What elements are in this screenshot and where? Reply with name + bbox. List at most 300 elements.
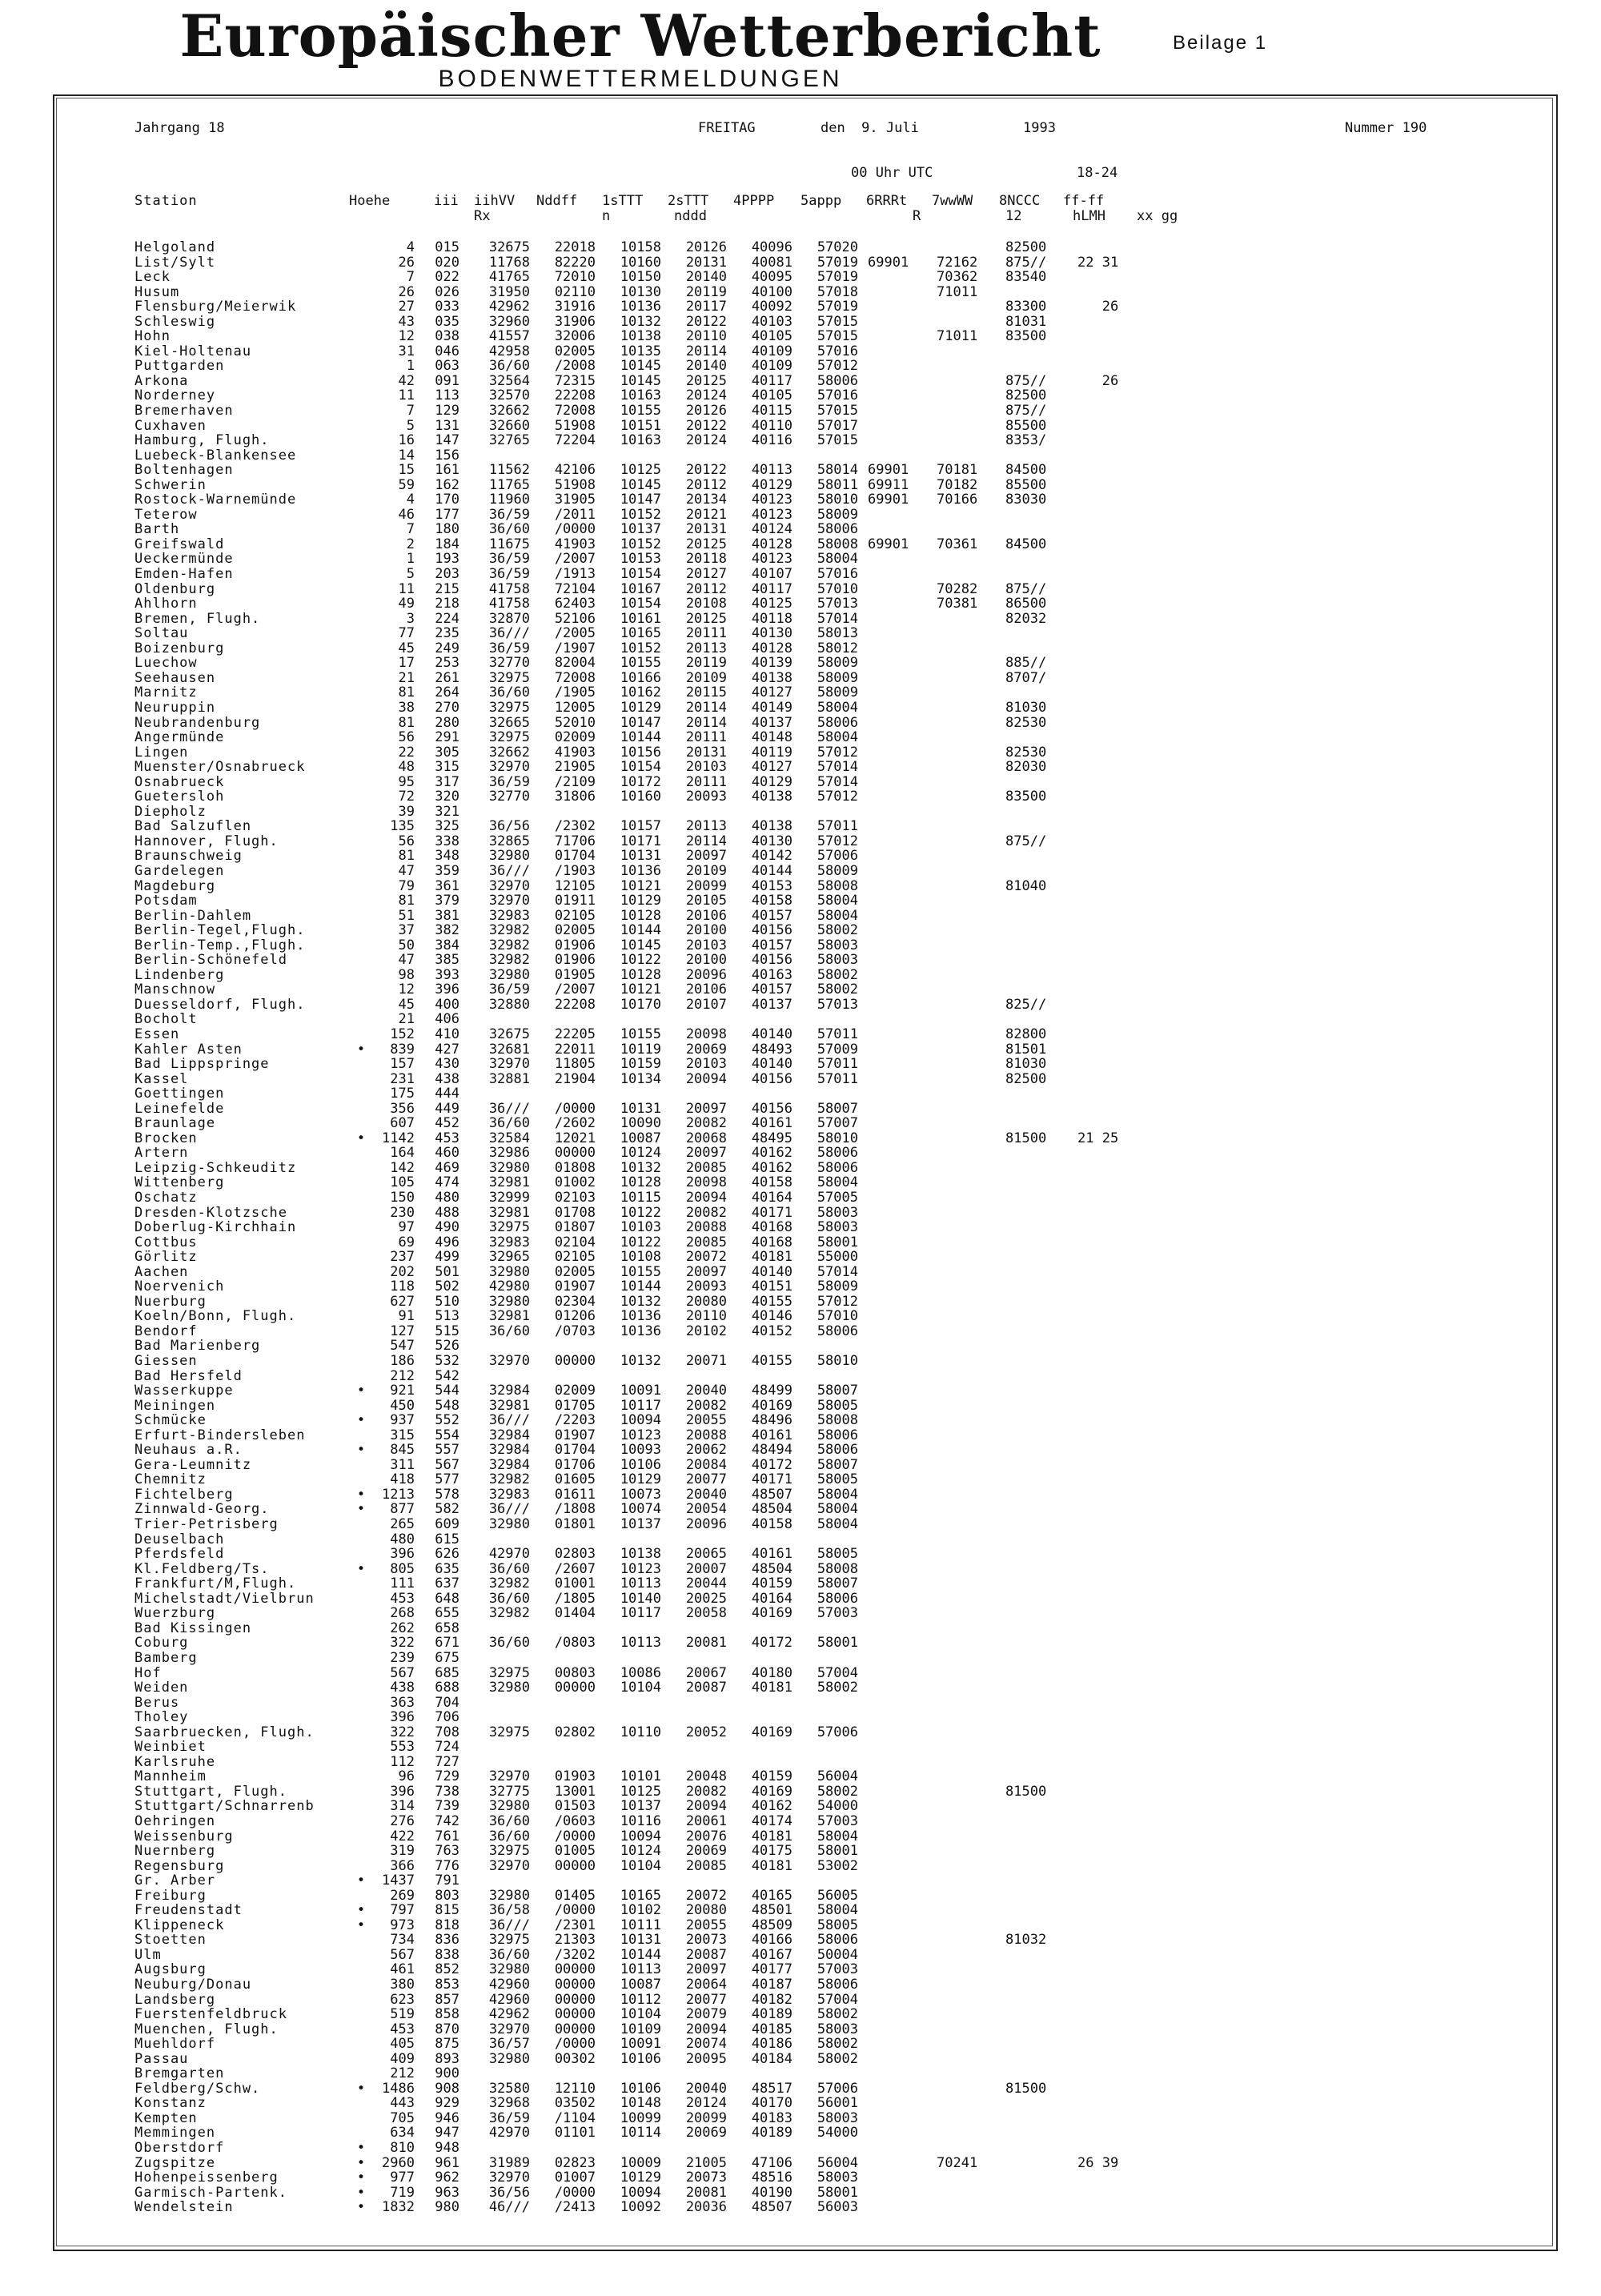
station-index: 444 bbox=[435, 1086, 459, 1102]
group-2sttt: 20124 bbox=[685, 2095, 727, 2112]
group-ffff bbox=[1077, 997, 1142, 1013]
group-2sttt: 20007 bbox=[685, 1560, 727, 1577]
group-iihvv: 32981 bbox=[488, 1174, 530, 1191]
group-2sttt: 20069 bbox=[685, 2125, 727, 2141]
mountain-marker: • bbox=[356, 2170, 366, 2186]
station-name: Passau bbox=[134, 2050, 189, 2067]
group-8nccc bbox=[1005, 2141, 1077, 2156]
station-index: 724 bbox=[435, 1739, 459, 1756]
group-7wwww bbox=[937, 1502, 1005, 1517]
group-6rrrt bbox=[858, 1116, 937, 1131]
station-height: 97 bbox=[398, 1219, 415, 1236]
station-index: 980 bbox=[435, 2199, 459, 2216]
station-height: 164 bbox=[390, 1145, 415, 1162]
group-1sttt: 10145 bbox=[620, 372, 661, 389]
station-index: 738 bbox=[435, 1783, 459, 1800]
group-2sttt: 20088 bbox=[685, 1427, 727, 1443]
group-6rrrt bbox=[858, 1814, 937, 1829]
group-4pppp: 48499 bbox=[751, 1383, 792, 1399]
group-8nccc bbox=[1005, 1265, 1077, 1280]
group-6rrrt bbox=[858, 953, 937, 968]
station-name: Boizenburg bbox=[134, 640, 225, 656]
group-8nccc bbox=[1005, 1399, 1077, 1414]
group-1sttt: 10144 bbox=[620, 1278, 661, 1295]
group-4pppp: 40118 bbox=[751, 610, 792, 627]
station-name: List/Sylt bbox=[134, 254, 216, 271]
group-6rrrt bbox=[858, 596, 937, 612]
group-5appp: 58004 bbox=[817, 1501, 858, 1518]
station-name: Augsburg bbox=[134, 1961, 207, 1978]
group-nddff: 41903 bbox=[554, 536, 596, 552]
group-5appp bbox=[792, 1651, 858, 1666]
group-ffff: 22 31 bbox=[1077, 254, 1119, 271]
group-nddff bbox=[530, 2141, 596, 2156]
station-name: Zinnwald-Georg. bbox=[134, 1501, 270, 1518]
group-8nccc bbox=[1005, 1116, 1077, 1131]
station-index: 578 bbox=[435, 1486, 459, 1503]
group-1sttt: 10132 bbox=[620, 1159, 661, 1176]
station-index: 615 bbox=[435, 1531, 459, 1547]
station-height: 112 bbox=[390, 1753, 415, 1770]
group-7wwww bbox=[937, 2200, 1005, 2215]
group-4pppp: 40138 bbox=[751, 818, 792, 835]
station-name: Seehausen bbox=[134, 669, 216, 686]
mountain-marker bbox=[349, 1829, 373, 1844]
group-iihvv: 36/60 bbox=[488, 1560, 530, 1577]
group-4pppp: 40105 bbox=[751, 387, 792, 404]
table-row bbox=[134, 1502, 1142, 1517]
group-5appp: 57015 bbox=[817, 328, 858, 345]
station-height: 15 bbox=[398, 462, 415, 479]
station-height: 81 bbox=[398, 714, 415, 731]
group-7wwww bbox=[937, 1562, 1005, 1577]
station-name: Chemnitz bbox=[134, 1471, 207, 1488]
group-6rrrt bbox=[858, 1606, 937, 1621]
group-8nccc bbox=[1005, 1458, 1077, 1473]
group-ffff bbox=[1077, 1458, 1142, 1473]
station-index: 180 bbox=[435, 521, 459, 538]
group-5appp: 57004 bbox=[817, 1991, 858, 2008]
group-4pppp: 40128 bbox=[751, 536, 792, 552]
table-row bbox=[134, 1606, 1142, 1621]
group-1sttt: 10123 bbox=[620, 1560, 661, 1577]
group-iihvv bbox=[459, 1651, 530, 1666]
group-ffff bbox=[1077, 2081, 1142, 2097]
table-row bbox=[134, 567, 1142, 582]
group-iihvv: 42958 bbox=[488, 343, 530, 359]
group-ffff bbox=[1077, 1220, 1142, 1235]
group-8nccc: 825// bbox=[1005, 996, 1047, 1013]
group-nddff: 01002 bbox=[554, 1174, 596, 1191]
station-index: 460 bbox=[435, 1145, 459, 1162]
group-5appp bbox=[792, 1532, 858, 1547]
group-ffff bbox=[1077, 1190, 1142, 1206]
station-index: 875 bbox=[435, 2036, 459, 2053]
group-iihvv: 42970 bbox=[488, 1546, 530, 1563]
group-6rrrt: 69911 bbox=[868, 476, 909, 493]
station-height: 805 bbox=[390, 1560, 415, 1577]
group-1sttt: 10131 bbox=[620, 1100, 661, 1117]
mountain-marker bbox=[349, 685, 373, 700]
group-6rrrt bbox=[858, 1399, 937, 1414]
group-6rrrt bbox=[858, 1146, 937, 1161]
mountain-marker bbox=[349, 433, 373, 448]
table-row bbox=[134, 1161, 1142, 1176]
group-1sttt: 10109 bbox=[620, 2021, 661, 2037]
group-ffff bbox=[1077, 1740, 1142, 1755]
group-8nccc bbox=[1005, 953, 1077, 968]
group-5appp: 58002 bbox=[817, 981, 858, 998]
table-row bbox=[134, 403, 1142, 419]
group-7wwww bbox=[937, 953, 1005, 968]
mountain-marker bbox=[349, 315, 373, 330]
group-ffff bbox=[1077, 671, 1142, 686]
group-nddff: 01001 bbox=[554, 1575, 596, 1592]
group-ffff bbox=[1077, 478, 1142, 493]
group-7wwww bbox=[937, 849, 1005, 864]
group-4pppp: 40186 bbox=[751, 2036, 792, 2053]
group-iihvv: 32970 bbox=[488, 1353, 530, 1370]
station-height: 27 bbox=[398, 299, 415, 315]
group-nddff: 01503 bbox=[554, 1798, 596, 1815]
group-5appp: 57014 bbox=[817, 759, 858, 776]
group-1sttt: 10148 bbox=[620, 2095, 661, 2112]
group-nddff: 01907 bbox=[554, 1427, 596, 1443]
group-6rrrt bbox=[858, 285, 937, 300]
group-8nccc: 81040 bbox=[1005, 877, 1047, 894]
group-7wwww bbox=[937, 1666, 1005, 1681]
group-4pppp: 48507 bbox=[751, 1486, 792, 1503]
group-ffff bbox=[1077, 1206, 1142, 1221]
group-nddff: 01801 bbox=[554, 1516, 596, 1533]
table-row bbox=[134, 1799, 1142, 1814]
group-7wwww bbox=[937, 641, 1005, 656]
group-1sttt: 10152 bbox=[620, 506, 661, 523]
mountain-marker: • bbox=[356, 2154, 366, 2171]
group-8nccc bbox=[1005, 982, 1077, 997]
group-4pppp: 40157 bbox=[751, 937, 792, 953]
mountain-marker bbox=[349, 1517, 373, 1532]
group-1sttt: 10145 bbox=[620, 937, 661, 953]
group-iihvv: 32675 bbox=[488, 1026, 530, 1042]
station-height: 48 bbox=[398, 759, 415, 776]
group-7wwww: 70241 bbox=[937, 2154, 978, 2171]
mountain-marker bbox=[349, 938, 373, 953]
group-ffff bbox=[1077, 1814, 1142, 1829]
group-8nccc bbox=[1005, 1977, 1077, 1993]
group-1sttt: 10163 bbox=[620, 432, 661, 449]
group-1sttt: 10137 bbox=[620, 521, 661, 538]
group-nddff bbox=[530, 1086, 596, 1102]
group-8nccc bbox=[1005, 1606, 1077, 1621]
group-ffff bbox=[1077, 2022, 1142, 2037]
table-row bbox=[134, 2156, 1142, 2171]
station-index: 406 bbox=[435, 1011, 459, 1028]
station-index: 962 bbox=[435, 2170, 459, 2186]
group-2sttt: 20122 bbox=[685, 417, 727, 434]
group-5appp: 58002 bbox=[817, 2036, 858, 2053]
group-5appp bbox=[792, 1710, 858, 1725]
group-7wwww bbox=[937, 2066, 1005, 2081]
table-row bbox=[134, 685, 1142, 700]
station-height: 157 bbox=[390, 1056, 415, 1073]
group-7wwww bbox=[937, 864, 1005, 879]
group-nddff: 31806 bbox=[554, 789, 596, 805]
station-height: 623 bbox=[390, 1991, 415, 2008]
group-4pppp: 40123 bbox=[751, 551, 792, 568]
group-4pppp: 40158 bbox=[751, 1174, 792, 1191]
group-iihvv: 32975 bbox=[488, 1664, 530, 1681]
mountain-marker bbox=[349, 745, 373, 761]
station-height: 21 bbox=[398, 1011, 415, 1028]
group-5appp: 58008 bbox=[817, 1560, 858, 1577]
col-iihvv: iihVV bbox=[474, 193, 516, 209]
group-ffff bbox=[1077, 2037, 1142, 2052]
group-5appp: 58004 bbox=[817, 1516, 858, 1533]
group-2sttt bbox=[661, 1012, 727, 1027]
station-name: Coburg bbox=[134, 1635, 189, 1652]
group-ffff bbox=[1077, 1784, 1142, 1800]
group-7wwww bbox=[937, 1443, 1005, 1458]
group-1sttt: 10166 bbox=[620, 669, 661, 686]
group-5appp: 58003 bbox=[817, 2170, 858, 2186]
station-height: 366 bbox=[390, 1857, 415, 1874]
table-row bbox=[134, 968, 1142, 983]
group-ffff bbox=[1077, 834, 1142, 849]
group-iihvv: 36/56 bbox=[488, 818, 530, 835]
station-name: Weissenburg bbox=[134, 1828, 234, 1844]
station-name: Muehldorf bbox=[134, 2036, 216, 2053]
group-6rrrt bbox=[858, 1295, 937, 1310]
group-iihvv: 32986 bbox=[488, 1145, 530, 1162]
group-ffff bbox=[1077, 1339, 1142, 1354]
group-iihvv: 32980 bbox=[488, 1680, 530, 1696]
group-5appp: 58007 bbox=[817, 1383, 858, 1399]
station-height: 49 bbox=[398, 596, 415, 612]
station-index: 469 bbox=[435, 1159, 459, 1176]
group-ffff bbox=[1077, 1235, 1142, 1250]
group-7wwww bbox=[937, 1829, 1005, 1844]
table-row bbox=[134, 641, 1142, 656]
station-index: 449 bbox=[435, 1100, 459, 1117]
station-name: Berlin-Tegel,Flugh. bbox=[134, 922, 306, 939]
group-iihvv: 41758 bbox=[488, 596, 530, 612]
group-4pppp: 40117 bbox=[751, 372, 792, 389]
group-7wwww bbox=[937, 1592, 1005, 1607]
group-6rrrt bbox=[858, 1651, 937, 1666]
station-name: Goettingen bbox=[134, 1086, 225, 1102]
mountain-marker bbox=[349, 982, 373, 997]
group-iihvv: 36/59 bbox=[488, 640, 530, 656]
station-name: Magdeburg bbox=[134, 877, 216, 894]
group-1sttt: 10137 bbox=[620, 1516, 661, 1533]
group-7wwww bbox=[937, 2096, 1005, 2111]
table-row bbox=[134, 1859, 1142, 1874]
group-5appp: 58012 bbox=[817, 640, 858, 656]
group-iihvv: 32870 bbox=[488, 610, 530, 627]
station-height: 1486 bbox=[382, 2080, 415, 2097]
group-6rrrt bbox=[858, 2081, 937, 2097]
group-8nccc bbox=[1005, 1472, 1077, 1487]
group-nddff bbox=[530, 1873, 596, 1889]
table-row bbox=[134, 789, 1142, 805]
group-7wwww bbox=[937, 1324, 1005, 1339]
station-index: 474 bbox=[435, 1174, 459, 1191]
table-row bbox=[134, 730, 1142, 745]
mountain-marker bbox=[349, 968, 373, 983]
group-iihvv: 36/60 bbox=[488, 1812, 530, 1829]
station-name: Fichtelberg bbox=[134, 1486, 234, 1503]
group-2sttt: 20087 bbox=[685, 1946, 727, 1963]
group-4pppp: 40156 bbox=[751, 1070, 792, 1087]
mountain-marker bbox=[349, 1962, 373, 1977]
group-iihvv: 32981 bbox=[488, 1204, 530, 1221]
group-6rrrt bbox=[858, 1532, 937, 1547]
group-7wwww bbox=[937, 1651, 1005, 1666]
mountain-marker bbox=[349, 1859, 373, 1874]
station-index: 321 bbox=[435, 803, 459, 820]
group-ffff bbox=[1077, 537, 1142, 552]
group-nddff: /2007 bbox=[554, 551, 596, 568]
group-ffff bbox=[1077, 1042, 1142, 1058]
group-4pppp: 40137 bbox=[751, 996, 792, 1013]
mountain-marker bbox=[349, 849, 373, 864]
group-nddff: 01906 bbox=[554, 952, 596, 969]
group-6rrrt bbox=[858, 1547, 937, 1562]
group-6rrrt bbox=[858, 789, 937, 805]
mountain-marker bbox=[349, 388, 373, 403]
table-row bbox=[134, 2111, 1142, 2126]
mountain-marker bbox=[349, 700, 373, 716]
group-2sttt: 20040 bbox=[685, 1383, 727, 1399]
col-8nccc: 8NCCC bbox=[999, 193, 1041, 209]
mountain-marker bbox=[349, 909, 373, 924]
station-height: 607 bbox=[390, 1115, 415, 1132]
group-6rrrt bbox=[858, 1889, 937, 1904]
station-index: 502 bbox=[435, 1278, 459, 1295]
group-4pppp bbox=[727, 1755, 792, 1770]
station-index: 948 bbox=[435, 2140, 459, 2156]
group-nddff: 01405 bbox=[554, 1887, 596, 1904]
group-8nccc bbox=[1005, 2096, 1077, 2111]
group-1sttt: 10165 bbox=[620, 1887, 661, 1904]
group-iihvv: 36/59 bbox=[488, 981, 530, 998]
group-2sttt: 20095 bbox=[685, 2050, 727, 2067]
group-2sttt: 20122 bbox=[685, 313, 727, 330]
group-7wwww bbox=[937, 760, 1005, 775]
group-nddff: 62403 bbox=[554, 596, 596, 612]
station-index: 381 bbox=[435, 907, 459, 924]
group-5appp: 57009 bbox=[817, 1041, 858, 1058]
group-iihvv: 32980 bbox=[488, 1961, 530, 1978]
table-row bbox=[134, 508, 1142, 523]
group-7wwww bbox=[937, 819, 1005, 834]
observation-time: 00 Uhr UTC bbox=[851, 165, 933, 181]
mountain-marker bbox=[349, 2125, 373, 2141]
station-index: 626 bbox=[435, 1546, 459, 1563]
group-2sttt: 20077 bbox=[685, 1991, 727, 2008]
group-7wwww bbox=[937, 716, 1005, 731]
group-8nccc bbox=[1005, 1190, 1077, 1206]
station-height: 4 bbox=[406, 239, 415, 255]
group-6rrrt bbox=[858, 1220, 937, 1235]
group-4pppp: 48507 bbox=[751, 2199, 792, 2216]
group-7wwww bbox=[937, 1784, 1005, 1800]
group-5appp: 58009 bbox=[817, 669, 858, 686]
station-height: 77 bbox=[398, 625, 415, 642]
group-4pppp bbox=[727, 1012, 792, 1027]
group-1sttt: 10074 bbox=[620, 1501, 661, 1518]
station-index: 552 bbox=[435, 1412, 459, 1429]
station-name: Doberlug-Kirchhain bbox=[134, 1219, 297, 1236]
mountain-marker bbox=[349, 2096, 373, 2111]
group-5appp: 57006 bbox=[817, 848, 858, 865]
group-7wwww bbox=[937, 612, 1005, 627]
col-n: n bbox=[602, 208, 611, 224]
group-1sttt bbox=[596, 805, 661, 820]
mountain-marker: • bbox=[356, 1873, 366, 1889]
mountain-marker bbox=[349, 374, 373, 389]
station-name: Schleswig bbox=[134, 313, 216, 330]
extra-period-label: 18-24 bbox=[1077, 165, 1118, 181]
mountain-marker bbox=[349, 1057, 373, 1072]
station-height: 438 bbox=[390, 1680, 415, 1696]
group-6rrrt bbox=[858, 2141, 937, 2156]
group-8nccc: 875// bbox=[1005, 403, 1047, 419]
group-4pppp bbox=[727, 1740, 792, 1755]
station-height: 105 bbox=[390, 1174, 415, 1191]
group-7wwww bbox=[937, 775, 1005, 790]
group-6rrrt bbox=[858, 419, 937, 434]
station-name: Oldenburg bbox=[134, 580, 216, 597]
group-ffff bbox=[1077, 388, 1142, 403]
group-2sttt: 20124 bbox=[685, 432, 727, 449]
group-6rrrt bbox=[858, 329, 937, 344]
group-iihvv: 32980 bbox=[488, 1293, 530, 1310]
group-6rrrt bbox=[858, 1962, 937, 1977]
group-2sttt: 20131 bbox=[685, 521, 727, 538]
table-row bbox=[134, 1651, 1142, 1666]
station-height: 4 bbox=[406, 492, 415, 508]
group-iihvv: 36/60 bbox=[488, 1115, 530, 1132]
issue-number: Nummer 190 bbox=[1345, 120, 1427, 136]
group-8nccc: 83300 bbox=[1005, 299, 1047, 315]
mountain-marker bbox=[349, 1116, 373, 1131]
group-6rrrt bbox=[858, 2066, 937, 2081]
station-name: Bad Lippspringe bbox=[134, 1056, 270, 1073]
group-ffff bbox=[1077, 879, 1142, 894]
station-index: 147 bbox=[435, 432, 459, 449]
group-nddff: 31905 bbox=[554, 492, 596, 508]
group-4pppp: 40155 bbox=[751, 1353, 792, 1370]
group-7wwww bbox=[937, 2022, 1005, 2037]
group-6rrrt bbox=[858, 1383, 937, 1399]
group-2sttt: 20108 bbox=[685, 596, 727, 612]
group-1sttt: 10125 bbox=[620, 462, 661, 479]
station-name: Arkona bbox=[134, 372, 189, 389]
group-ffff bbox=[1077, 789, 1142, 805]
group-4pppp: 40164 bbox=[751, 1590, 792, 1607]
station-index: 488 bbox=[435, 1204, 459, 1221]
group-5appp: 58005 bbox=[817, 1471, 858, 1488]
group-8nccc: 84500 bbox=[1005, 462, 1047, 479]
table-row bbox=[134, 1993, 1142, 2008]
station-height: 150 bbox=[390, 1190, 415, 1206]
mountain-marker bbox=[349, 1086, 373, 1102]
group-8nccc: 81500 bbox=[1005, 2080, 1047, 2097]
station-name: Helgoland bbox=[134, 239, 216, 255]
station-height: 51 bbox=[398, 907, 415, 924]
